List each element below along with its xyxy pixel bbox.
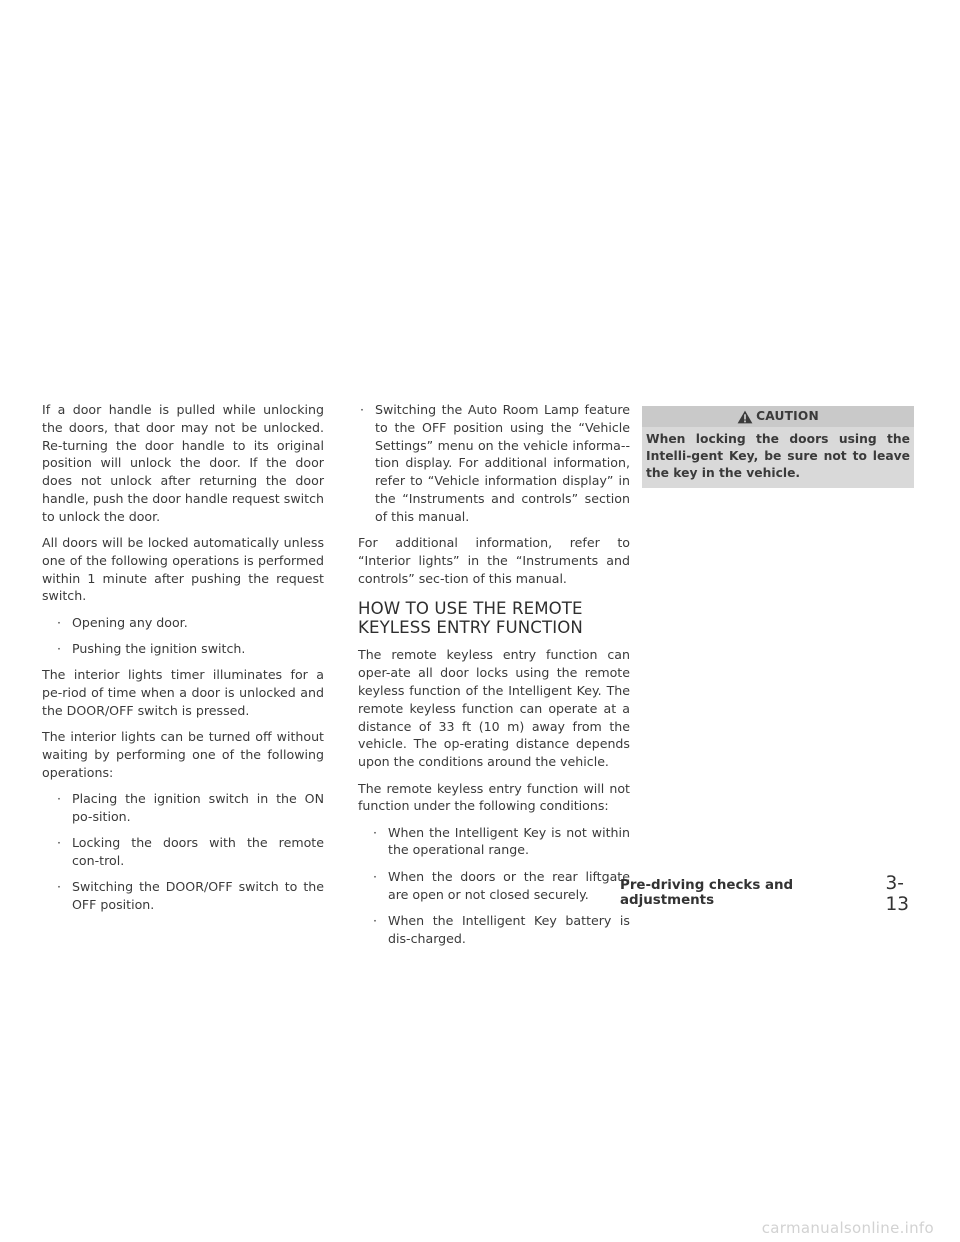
bullet-icon: · (57, 835, 62, 851)
bullet-icon: · (57, 614, 62, 630)
bullet-icon: · (373, 912, 378, 928)
section-title: Pre-driving checks and adjustments (620, 878, 794, 908)
list-item: · When the Intelligent Key is not within the operational range. (373, 824, 630, 858)
watermark: carmanualsonline.info (761, 1219, 934, 1237)
warning-icon (737, 410, 753, 424)
section-heading: HOW TO USE THE REMOTE KEYLESS ENTRY FUNCTION (358, 599, 583, 638)
bullet-icon: · (57, 879, 62, 895)
paragraph-door-handle: If a door handle is pulled while unlocking the doors, that door may not be unlocked. Re-turning the door handle to its original position will unlock the door. If the door does not unlock after returning the door handle, push the door handle request switch to unlock the door. (42, 402, 324, 524)
page-footer (620, 873, 926, 915)
paragraph-remote-keyless: The remote keyless entry function can oper-ate all door locks using the remote keyless function of the Intelligent Key. The remote keyless function can operate at a distance of 33 ft (10 m) away from the vehicle. The op-erating distance depends upon the conditions around the vehicle. (358, 647, 630, 770)
page-number: 3-13 (885, 873, 909, 915)
text-column-middle (358, 401, 630, 956)
text-column-left (42, 401, 324, 922)
paragraph-auto-lock: All doors will be locked automatically unless one of the following operations is performed within 1 minute after pushing the request switch. (42, 535, 324, 604)
bullet-icon: · (57, 641, 62, 657)
bullet-icon: · (373, 868, 378, 884)
paragraph-lights-off: The interior lights can be turned off without waiting by performing one of the following operations: (42, 729, 324, 780)
list-item: · Pushing the ignition switch. (57, 641, 246, 657)
bullet-icon: · (360, 402, 365, 417)
caution-box (642, 406, 914, 488)
list-item: · When the Intelligent Key battery is dis-charged. (373, 912, 630, 946)
caution-header (642, 406, 914, 427)
list-item: · Placing the ignition switch in the ON po-sition. (57, 791, 324, 824)
paragraph-conditions: The remote keyless entry function will not function under the following conditions: (358, 780, 630, 814)
paragraph-interior-lights-ref: For additional information, refer to “Interior lights” in the “Instruments and controls” sec-tion of this manual. (358, 535, 630, 586)
paragraph-lights-timer: The interior lights timer illuminates for a pe-riod of time when a door is unlocked and the DOOR/OFF switch is pressed. (42, 667, 324, 718)
list-item: · When the doors or the rear liftgate are open or not closed securely. (373, 868, 630, 902)
text-column-right (642, 406, 914, 488)
bullet-icon: · (57, 791, 62, 807)
list-item: · Switching the DOOR/OFF switch to the OFF position. (57, 879, 324, 913)
list-item: · Locking the doors with the remote con-trol. (57, 835, 324, 869)
bullet-icon: · (373, 824, 378, 840)
caution-text: When locking the doors using the Intelli-gent Key, be sure not to leave the key in the vehicle. (646, 432, 910, 480)
list-item: · Opening any door. (57, 614, 188, 630)
list-item: · Switching the Auto Room Lamp feature to the OFF position using the “Vehicle Settings” menu on the vehicle informa-tion display. For additional information, refer to “Vehicle information display” in the “Instruments and controls” section of this manual. (360, 402, 630, 524)
caution-title: CAUTION (756, 408, 819, 423)
